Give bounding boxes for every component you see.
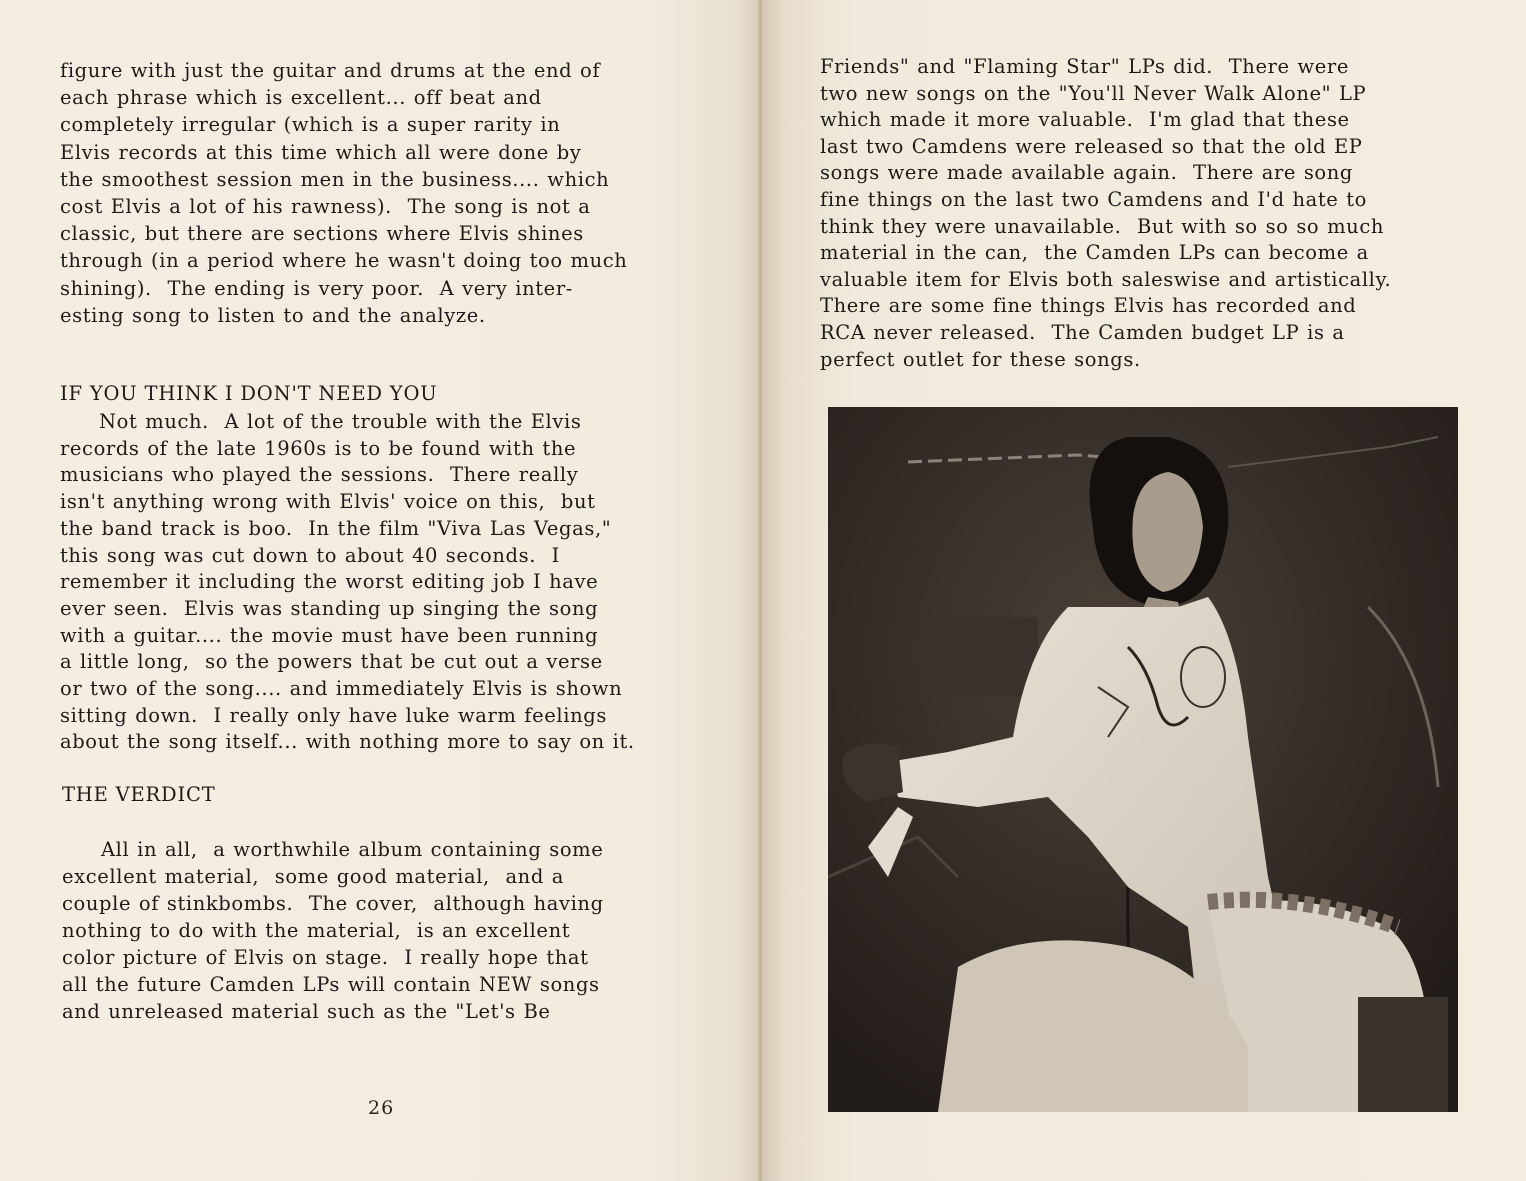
text-line: completely irregular (which is a super rarity in <box>60 113 561 137</box>
text-line: color picture of Elvis on stage. I really hope that <box>62 946 589 969</box>
text-line: a little long, so the powers that be cut out a verse <box>60 650 603 674</box>
text-line: or two of the song.... and immediately Elvis is shown <box>60 677 623 700</box>
text-line: musicians who played the sessions. There really <box>60 463 579 487</box>
text-line: with a guitar.... the movie must have been running <box>60 623 599 647</box>
text-line: last two Camdens were released so that the old EP <box>820 134 1363 158</box>
text-line: Not much. A lot of the trouble with the Elvis <box>60 410 582 433</box>
text-line: excellent material, some good material, and a <box>62 865 564 888</box>
text-line: each phrase which is excellent... off beat and <box>60 86 542 110</box>
page-number: 26 <box>368 1097 395 1119</box>
text-line: esting song to listen to and the analyze. <box>60 303 486 327</box>
text-line: figure with just the guitar and drums at the end of <box>60 59 601 82</box>
text-line: sitting down. I really only have luke warm feelings <box>60 703 607 727</box>
text-line: cost Elvis a lot of his rawness). The song is not a <box>60 195 591 218</box>
text-line: remember it including the worst editing job I have <box>60 570 599 594</box>
text-line: valuable item for Elvis both saleswise and artistically. <box>820 267 1392 291</box>
text-line: two new songs on the "You'll Never Walk Alone" LP <box>820 81 1367 105</box>
text-line: which made it more valuable. I'm glad that these <box>820 108 1350 132</box>
text-line: couple of stinkbombs. The cover, although having <box>62 892 604 915</box>
text-line: nothing to do with the material, is an excellent <box>62 919 571 942</box>
text-line: All in all, a worthwhile album containing some <box>62 838 604 861</box>
text-line: records of the late 1960s is to be found with the <box>60 436 577 460</box>
text-line: ever seen. Elvis was standing up singing the song <box>60 596 599 620</box>
text-line: through (in a period where he wasn't doing too much <box>60 249 628 273</box>
text-line: There are some fine things Elvis has recorded and <box>820 294 1357 318</box>
text-line: fine things on the last two Camdens and I'd hate to <box>820 188 1367 211</box>
text-line: isn't anything wrong with Elvis' voice on this, but <box>60 490 596 514</box>
text-line: material in the can, the Camden LPs can become a <box>820 241 1369 265</box>
text-line: classic, but there are sections where Elvis shines <box>60 222 584 246</box>
section-heading-if-you-think: IF YOU THINK I DON'T NEED YOU <box>60 382 438 405</box>
text-line: think they were unavailable. But with so so so much <box>820 214 1384 238</box>
text-line: the band track is boo. In the film "Viva Las Vegas," <box>60 516 612 540</box>
text-line: Elvis records at this time which all were done by <box>60 140 582 164</box>
performer-photo-illustration <box>828 407 1458 1112</box>
text-line: and unreleased material such as the "Let's Be <box>62 1000 551 1023</box>
text-line: shining). The ending is very poor. A very inter- <box>60 276 573 300</box>
text-line: this song was cut down to about 40 seconds. I <box>60 543 560 567</box>
text-line: all the future Camden LPs will contain NEW songs <box>62 973 600 996</box>
text-line: RCA never released. The Camden budget LP is a <box>820 321 1345 344</box>
text-line: about the song itself... with nothing more to say on it. <box>60 730 635 754</box>
text-line: the smoothest session men in the business.... which <box>60 167 610 191</box>
section-heading-verdict: THE VERDICT <box>62 783 216 806</box>
text-line: perfect outlet for these songs. <box>820 347 1141 371</box>
text-line: Friends" and "Flaming Star" LPs did. There were <box>820 55 1349 78</box>
concert-photo <box>828 407 1458 1112</box>
left-page <box>0 0 762 1181</box>
text-line: songs were made available again. There are song <box>820 161 1354 185</box>
